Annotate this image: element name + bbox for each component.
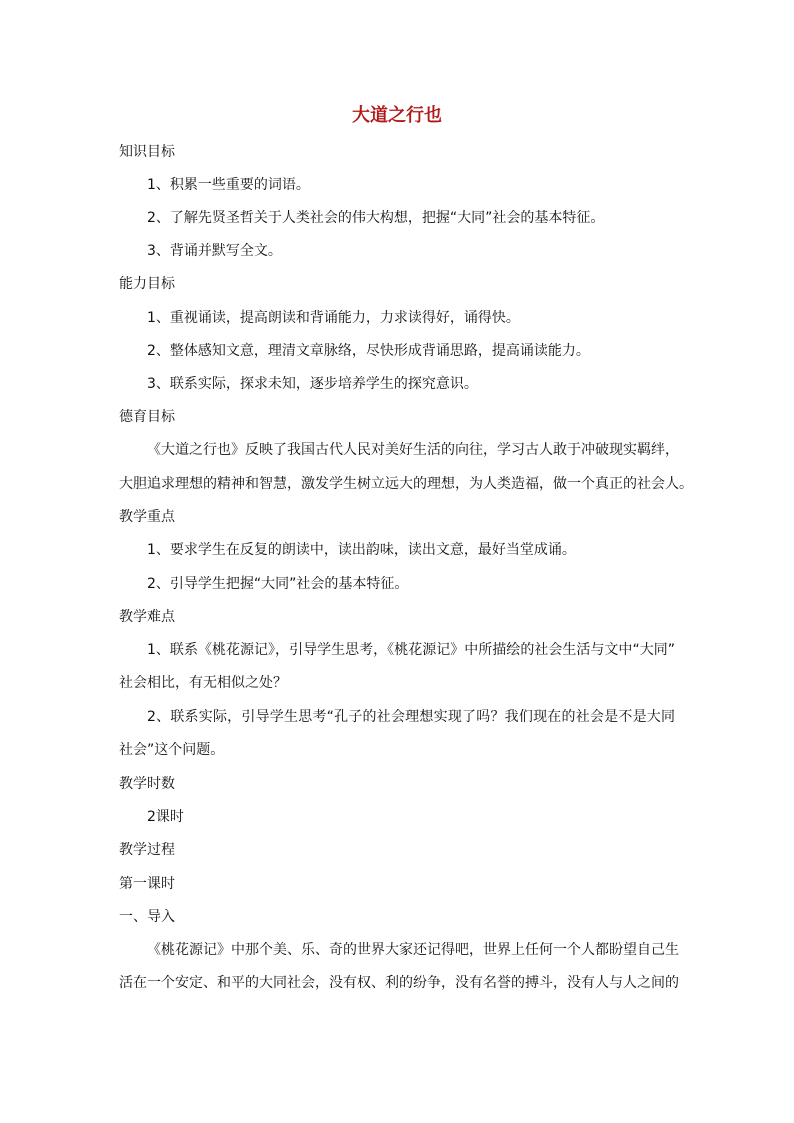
- difficulty-item-1-line-2: 社会相比，有无相似之处？: [119, 675, 287, 691]
- knowledge-item-3: 3、背诵并默写全文。: [147, 243, 282, 259]
- ability-item-2: 2、整体感知文意，理清文章脉络，尽快形成背诵思路，提高诵读能力。: [147, 343, 590, 359]
- moral-paragraph-line-1: 《大道之行也》反映了我国古代人民对美好生活的向往，学习古人敢于冲破现实羁绊，: [147, 442, 679, 458]
- ability-item-1: 1、重视诵读，提高朗读和背诵能力，力求读得好，诵得快。: [147, 310, 520, 326]
- section-heading-knowledge: 知识目标: [119, 144, 175, 160]
- section-heading-difficulties: 教学难点: [119, 609, 175, 625]
- difficulty-item-2-line-1: 2、联系实际，引导学生思考“孔子的社会理想实现了吗？我们现在的社会是不是大同: [147, 709, 675, 725]
- knowledge-item-1: 1、积累一些重要的词语。: [147, 177, 310, 193]
- section-heading-hours: 教学时数: [119, 776, 175, 792]
- section-heading-ability: 能力目标: [119, 276, 175, 292]
- intro-paragraph-line-1: 《桃花源记》中那个美、乐、奇的世界大家还记得吧，世界上任何一个人都盼望自己生: [147, 942, 679, 958]
- section-heading-process: 教学过程: [119, 842, 175, 858]
- key-point-item-1: 1、要求学生在反复的朗读中，读出韵味，读出文意，最好当堂成诵。: [147, 542, 576, 558]
- lesson-heading: 第一课时: [119, 876, 175, 892]
- difficulty-item-2-line-2: 社会”这个问题。: [119, 742, 225, 758]
- key-point-item-2: 2、引导学生把握“大同”社会的基本特征。: [147, 576, 409, 592]
- knowledge-item-2: 2、了解先贤圣哲关于人类社会的伟大构想，把握“大同”社会的基本特征。: [147, 210, 605, 226]
- moral-paragraph-line-2: 大胆追求理想的精神和智慧，激发学生树立远大的理想，为人类造福，做一个真正的社会人。: [119, 476, 693, 492]
- document-title: 大道之行也: [352, 105, 442, 126]
- ability-item-3: 3、联系实际，探求未知，逐步培养学生的探究意识。: [147, 376, 478, 392]
- intro-paragraph-line-2: 活在一个安定、和平的大同社会，没有权、利的纷争，没有名誉的搏斗，没有人与人之间的: [119, 975, 679, 991]
- step-heading-intro: 一、导入: [119, 909, 175, 925]
- difficulty-item-1-line-1: 1、联系《桃花源记》，引导学生思考，《桃花源记》中所描绘的社会生活与文中“大同”: [147, 642, 675, 658]
- section-heading-key-points: 教学重点: [119, 509, 175, 525]
- hours-value: 2课时: [147, 809, 184, 825]
- section-heading-moral: 德育目标: [119, 409, 175, 425]
